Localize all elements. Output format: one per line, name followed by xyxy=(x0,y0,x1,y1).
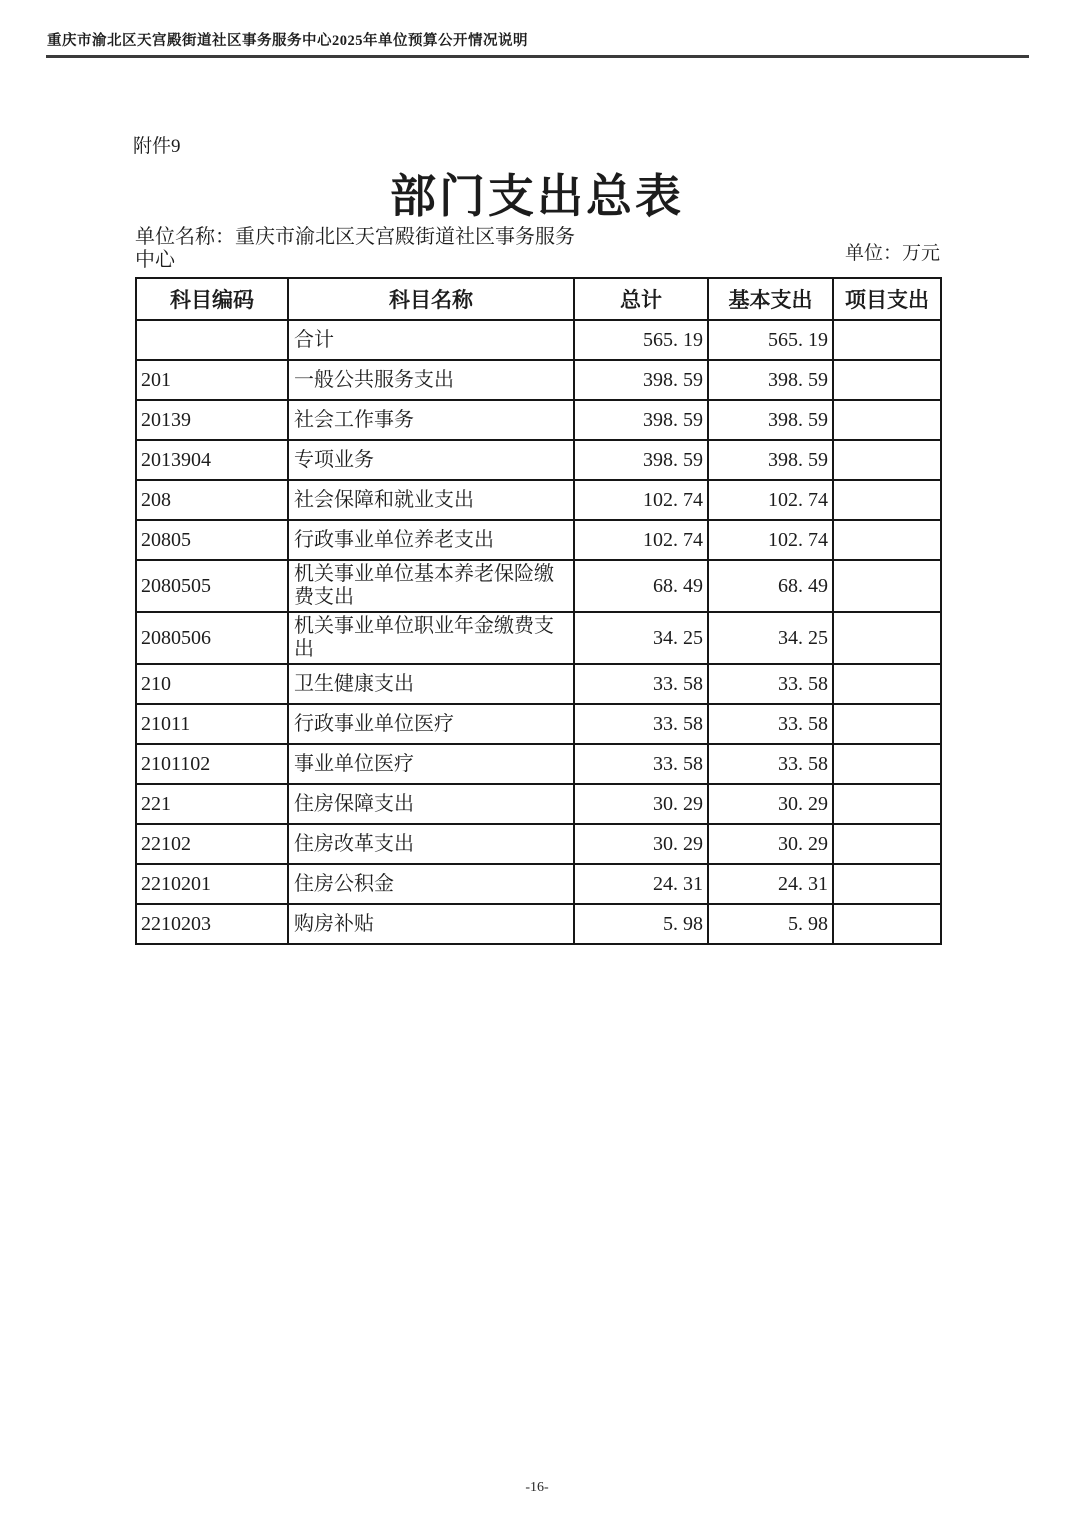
subject-code-cell: 2013904 xyxy=(136,440,288,480)
project-expense-cell xyxy=(833,824,941,864)
header-project-expense: 项目支出 xyxy=(833,278,941,320)
table-row xyxy=(136,480,941,520)
total-cell: 33. 58 xyxy=(574,704,708,744)
project-expense-cell xyxy=(833,612,941,664)
total-cell: 398. 59 xyxy=(574,360,708,400)
table-row xyxy=(136,904,941,944)
table-row xyxy=(136,864,941,904)
subject-name-cell: 一般公共服务支出 xyxy=(288,360,574,400)
basic-expense-cell: 33. 58 xyxy=(708,704,833,744)
table-row xyxy=(136,440,941,480)
table-header-row xyxy=(136,278,941,320)
page-number: -16- xyxy=(525,1480,549,1495)
subject-code-cell: 2210203 xyxy=(136,904,288,944)
table-row xyxy=(136,612,941,664)
subject-name-cell: 行政事业单位医疗 xyxy=(288,704,574,744)
project-expense-cell xyxy=(833,904,941,944)
subject-code-cell: 2210201 xyxy=(136,864,288,904)
subject-code-cell xyxy=(136,320,288,360)
header-basic-expense: 基本支出 xyxy=(708,278,833,320)
project-expense-cell xyxy=(833,440,941,480)
table-row xyxy=(136,320,941,360)
subject-name-cell: 行政事业单位养老支出 xyxy=(288,520,574,560)
total-cell: 398. 59 xyxy=(574,400,708,440)
total-cell: 565. 19 xyxy=(574,320,708,360)
total-cell: 102. 74 xyxy=(574,520,708,560)
total-cell: 30. 29 xyxy=(574,784,708,824)
table-row xyxy=(136,360,941,400)
basic-expense-cell: 5. 98 xyxy=(708,904,833,944)
total-cell: 398. 59 xyxy=(574,440,708,480)
basic-expense-cell: 102. 74 xyxy=(708,520,833,560)
subject-code-cell: 21011 xyxy=(136,704,288,744)
subject-name-cell: 社会保障和就业支出 xyxy=(288,480,574,520)
header-divider-rule xyxy=(46,55,1029,58)
project-expense-cell xyxy=(833,744,941,784)
project-expense-cell xyxy=(833,784,941,824)
subject-code-cell: 210 xyxy=(136,664,288,704)
attachment-label: 附件9 xyxy=(133,136,181,157)
page-title: 部门支出总表 xyxy=(390,171,684,222)
table-row xyxy=(136,400,941,440)
subject-name-cell: 卫生健康支出 xyxy=(288,664,574,704)
subject-code-cell: 20139 xyxy=(136,400,288,440)
project-expense-cell xyxy=(833,704,941,744)
total-cell: 5. 98 xyxy=(574,904,708,944)
basic-expense-cell: 398. 59 xyxy=(708,400,833,440)
document-header-title: 重庆市渝北区天宫殿街道社区事务服务中心2025年单位预算公开情况说明 xyxy=(47,33,528,49)
project-expense-cell xyxy=(833,664,941,704)
subject-name-cell: 事业单位医疗 xyxy=(288,744,574,784)
project-expense-cell xyxy=(833,480,941,520)
project-expense-cell xyxy=(833,560,941,612)
table-row xyxy=(136,560,941,612)
subject-code-cell: 20805 xyxy=(136,520,288,560)
total-cell: 24. 31 xyxy=(574,864,708,904)
basic-expense-cell: 34. 25 xyxy=(708,612,833,664)
total-cell: 30. 29 xyxy=(574,824,708,864)
table-row xyxy=(136,824,941,864)
basic-expense-cell: 33. 58 xyxy=(708,664,833,704)
unit-of-measure-label: 单位：万元 xyxy=(844,243,940,264)
subject-name-cell: 专项业务 xyxy=(288,440,574,480)
project-expense-cell xyxy=(833,360,941,400)
basic-expense-cell: 565. 19 xyxy=(708,320,833,360)
total-cell: 34. 25 xyxy=(574,612,708,664)
table-row xyxy=(136,520,941,560)
subject-code-cell: 2101102 xyxy=(136,744,288,784)
subject-code-cell: 2080505 xyxy=(136,560,288,612)
subject-code-cell: 208 xyxy=(136,480,288,520)
unit-name-label: 单位名称：重庆市渝北区天宫殿街道社区事务服务中心 xyxy=(135,226,575,271)
expenditure-summary-table xyxy=(135,277,942,945)
basic-expense-cell: 398. 59 xyxy=(708,360,833,400)
table-row xyxy=(136,744,941,784)
total-cell: 102. 74 xyxy=(574,480,708,520)
subject-name-cell: 住房保障支出 xyxy=(288,784,574,824)
basic-expense-cell: 102. 74 xyxy=(708,480,833,520)
table-row xyxy=(136,784,941,824)
total-cell: 33. 58 xyxy=(574,744,708,784)
project-expense-cell xyxy=(833,864,941,904)
project-expense-cell xyxy=(833,320,941,360)
subject-name-cell: 购房补贴 xyxy=(288,904,574,944)
subject-code-cell: 2080506 xyxy=(136,612,288,664)
total-cell: 68. 49 xyxy=(574,560,708,612)
total-cell: 33. 58 xyxy=(574,664,708,704)
basic-expense-cell: 33. 58 xyxy=(708,744,833,784)
table-row xyxy=(136,704,941,744)
subject-name-cell: 机关事业单位职业年金缴费支出 xyxy=(288,612,574,664)
subject-name-cell: 住房公积金 xyxy=(288,864,574,904)
subject-code-cell: 201 xyxy=(136,360,288,400)
header-total: 总计 xyxy=(574,278,708,320)
project-expense-cell xyxy=(833,400,941,440)
subject-name-cell: 合计 xyxy=(288,320,574,360)
subject-name-cell: 机关事业单位基本养老保险缴费支出 xyxy=(288,560,574,612)
table-row xyxy=(136,664,941,704)
project-expense-cell xyxy=(833,520,941,560)
subject-name-cell: 住房改革支出 xyxy=(288,824,574,864)
header-subject-name: 科目名称 xyxy=(288,278,574,320)
subject-code-cell: 22102 xyxy=(136,824,288,864)
table-meta-row xyxy=(135,226,940,272)
basic-expense-cell: 30. 29 xyxy=(708,824,833,864)
basic-expense-cell: 398. 59 xyxy=(708,440,833,480)
subject-code-cell: 221 xyxy=(136,784,288,824)
basic-expense-cell: 30. 29 xyxy=(708,784,833,824)
basic-expense-cell: 24. 31 xyxy=(708,864,833,904)
basic-expense-cell: 68. 49 xyxy=(708,560,833,612)
subject-name-cell: 社会工作事务 xyxy=(288,400,574,440)
header-subject-code: 科目编码 xyxy=(136,278,288,320)
